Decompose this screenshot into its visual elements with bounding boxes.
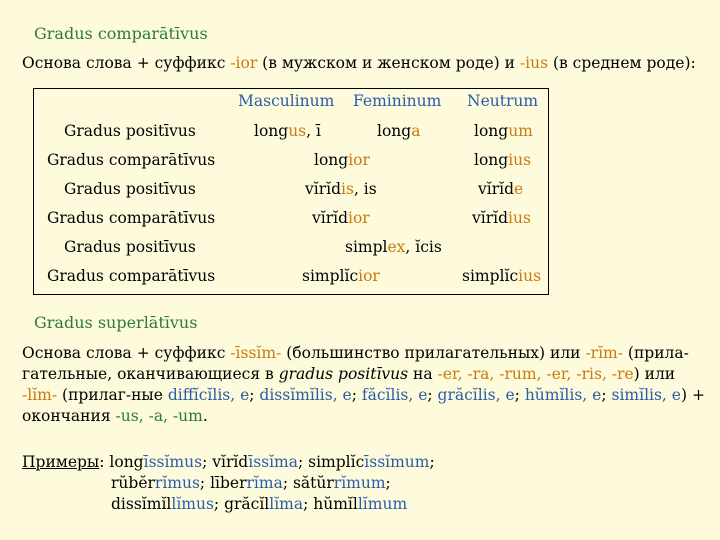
header-masculinum: Masculinum xyxy=(238,92,335,110)
row-mf-form: vĭrĭdis, is xyxy=(305,180,377,198)
examples-line: dissĭmĭllĭmus; grăcĭllĭma; hŭmĭllĭmum xyxy=(111,495,408,513)
row-fem-form: longa xyxy=(377,122,421,140)
comparativus-rule: Основа слова + суффикс -ior (в мужском и женском роде) и -ius (в среднем роде): xyxy=(22,54,696,72)
rule-line: -lĭm- (прилаг-ные diffĭcĭlis, e; dissĭmĭlis, e; făcĭlis, e; grăcĭlis, e; hŭmĭlis, e; simĭlis, e) + xyxy=(22,386,705,404)
rule-line: гательные, оканчивающиеся в gradus positīvus на -er, -ra, -rum, -er, -ris, -re) или xyxy=(22,365,676,383)
row-mf-form: vĭrĭdior xyxy=(312,209,370,227)
row-neut-form: vĭrĭdius xyxy=(472,209,531,227)
rule-line: Основа слова + суффикс -īssĭm- (большинство прилагательных) или -rĭm- (прила- xyxy=(22,344,689,362)
row-label: Gradus positīvus xyxy=(64,122,196,140)
row-label: Gradus comparātīvus xyxy=(47,151,216,169)
row-label: Gradus comparātīvus xyxy=(47,209,216,227)
comparativus-heading: Gradus comparātīvus xyxy=(34,24,208,43)
superlativus-rule xyxy=(22,343,712,427)
row-mf-form: longior xyxy=(314,151,370,169)
examples-label: Примеры xyxy=(22,453,100,471)
row-mf-form: simplĭcior xyxy=(302,267,380,285)
row-all-form: simplex, ĭcis xyxy=(345,238,442,256)
superlativus-heading: Gradus superlātīvus xyxy=(34,313,198,332)
row-neut-form: longum xyxy=(474,122,533,140)
row-neut-form: longius xyxy=(474,151,532,169)
header-femininum: Femininum xyxy=(353,92,442,110)
header-neutrum: Neutrum xyxy=(467,92,539,110)
row-masc-form: longus, ī xyxy=(254,122,321,140)
row-neut-form: vĭrĭde xyxy=(478,180,524,198)
rule-line: окончания -us, -a, -um. xyxy=(22,407,208,425)
row-neut-form: simplĭcius xyxy=(462,267,542,285)
row-label: Gradus positīvus xyxy=(64,180,196,198)
row-label: Gradus positīvus xyxy=(64,238,196,256)
examples-line: Примеры: longīssĭmus; vĭrĭdīssĭma; simplĭcīssĭmum; xyxy=(22,453,435,471)
row-label: Gradus comparātīvus xyxy=(47,267,216,285)
examples-line: rŭbĕrrĭmus; līberrĭma; sătŭrrĭmum; xyxy=(111,474,391,492)
